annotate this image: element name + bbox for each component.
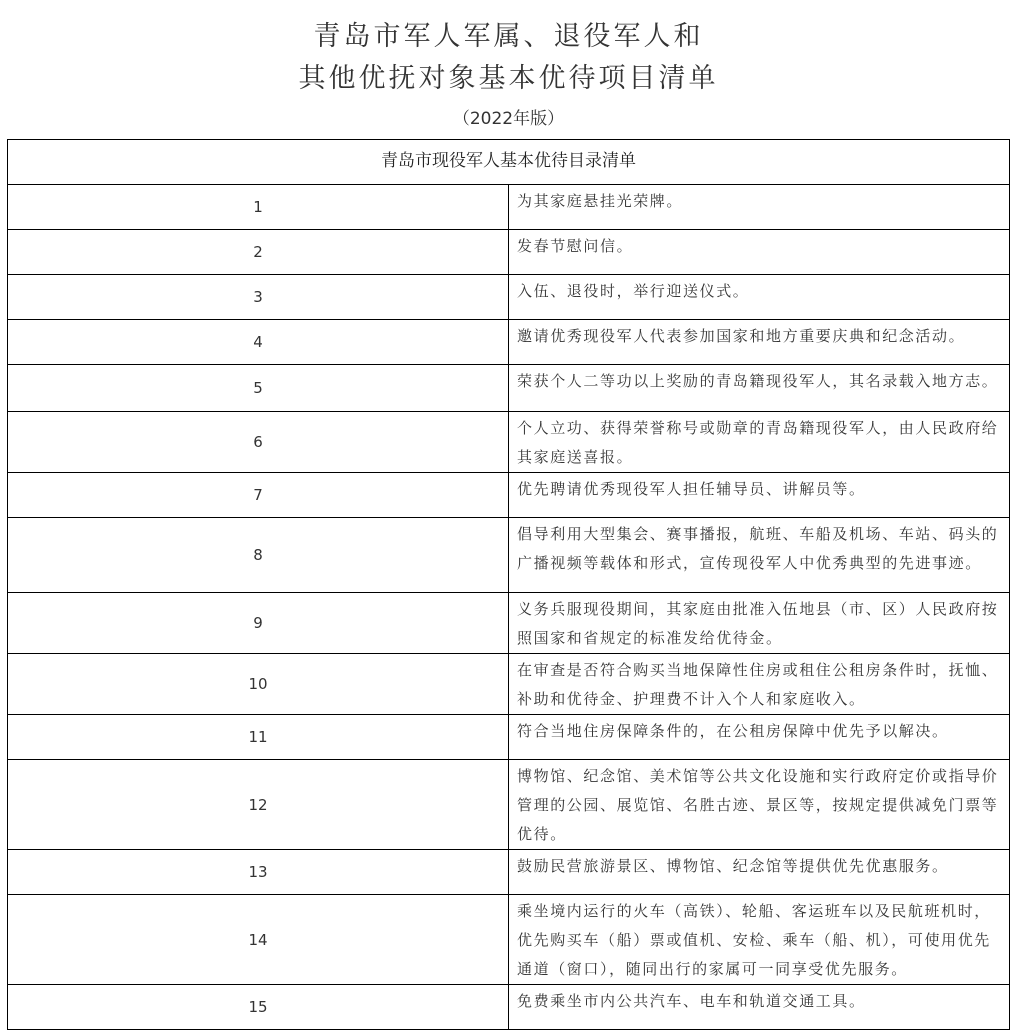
row-number: 8 — [8, 518, 509, 593]
document-title-line1: 青岛市军人军属、退役军人和 — [313, 21, 704, 52]
row-number: 5 — [8, 365, 509, 412]
table-row — [8, 185, 1010, 230]
row-number: 2 — [8, 230, 509, 275]
document-title-line2: 其他优抚对象基本优待项目清单 — [298, 63, 719, 94]
table-header-cell — [8, 140, 1010, 185]
table-header-row — [8, 140, 1010, 185]
benefits-table — [7, 139, 1010, 1030]
table-row — [8, 715, 1010, 760]
row-text: 乘坐境内运行的火车（高铁）、轮船、客运班车以及民航班机时，优先购买车（船）票或值机、安检、乘车（船、机），可使用优先通道（窗口），随同出行的家属可一同享受优先服务。 — [509, 895, 1010, 985]
row-number: 6 — [8, 412, 509, 473]
row-text: 发春节慰问信。 — [509, 230, 1010, 275]
row-number: 7 — [8, 473, 509, 518]
table-row — [8, 275, 1010, 320]
row-text: 优先聘请优秀现役军人担任辅导员、讲解员等。 — [509, 473, 1010, 518]
row-text: 在审查是否符合购买当地保障性住房或租住公租房条件时，抚恤、补助和优待金、护理费不计入个人和家庭收入。 — [509, 654, 1010, 715]
row-number: 1 — [8, 185, 509, 230]
row-number: 15 — [8, 985, 509, 1030]
row-number: 3 — [8, 275, 509, 320]
row-text: 荣获个人二等功以上奖励的青岛籍现役军人，其名录载入地方志。 — [509, 365, 1010, 412]
row-text: 符合当地住房保障条件的，在公租房保障中优先予以解决。 — [509, 715, 1010, 760]
row-text: 义务兵服现役期间，其家庭由批准入伍地县（市、区）人民政府按照国家和省规定的标准发给优待金。 — [509, 593, 1010, 654]
row-text: 免费乘坐市内公共汽车、电车和轨道交通工具。 — [509, 985, 1010, 1030]
row-text: 倡导利用大型集会、赛事播报，航班、车船及机场、车站、码头的广播视频等载体和形式，宣传现役军人中优秀典型的先进事迹。 — [509, 518, 1010, 593]
row-number: 4 — [8, 320, 509, 365]
table-row — [8, 320, 1010, 365]
table-row — [8, 473, 1010, 518]
row-text: 鼓励民营旅游景区、博物馆、纪念馆等提供优先优惠服务。 — [509, 850, 1010, 895]
row-text: 入伍、退役时，举行迎送仪式。 — [509, 275, 1010, 320]
row-number: 14 — [8, 895, 509, 985]
edition-label: （2022年版） — [452, 109, 565, 129]
table-row — [8, 365, 1010, 412]
row-text: 博物馆、纪念馆、美术馆等公共文化设施和实行政府定价或指导价管理的公园、展览馆、名胜古迹、景区等，按规定提供减免门票等优待。 — [509, 760, 1010, 850]
table-row — [8, 593, 1010, 654]
row-number: 10 — [8, 654, 509, 715]
table-row — [8, 518, 1010, 593]
table-row — [8, 850, 1010, 895]
row-number: 12 — [8, 760, 509, 850]
table-row — [8, 895, 1010, 985]
row-number: 9 — [8, 593, 509, 654]
row-text: 邀请优秀现役军人代表参加国家和地方重要庆典和纪念活动。 — [509, 320, 1010, 365]
row-text: 为其家庭悬挂光荣牌。 — [509, 185, 1010, 230]
row-number: 11 — [8, 715, 509, 760]
table-row — [8, 654, 1010, 715]
row-text: 个人立功、获得荣誉称号或勋章的青岛籍现役军人，由人民政府给其家庭送喜报。 — [509, 412, 1010, 473]
table-header-title: 青岛市现役军人基本优待目录清单 — [381, 151, 636, 171]
row-number: 13 — [8, 850, 509, 895]
table-row — [8, 412, 1010, 473]
table-row — [8, 760, 1010, 850]
table-row — [8, 230, 1010, 275]
table-row — [8, 985, 1010, 1030]
